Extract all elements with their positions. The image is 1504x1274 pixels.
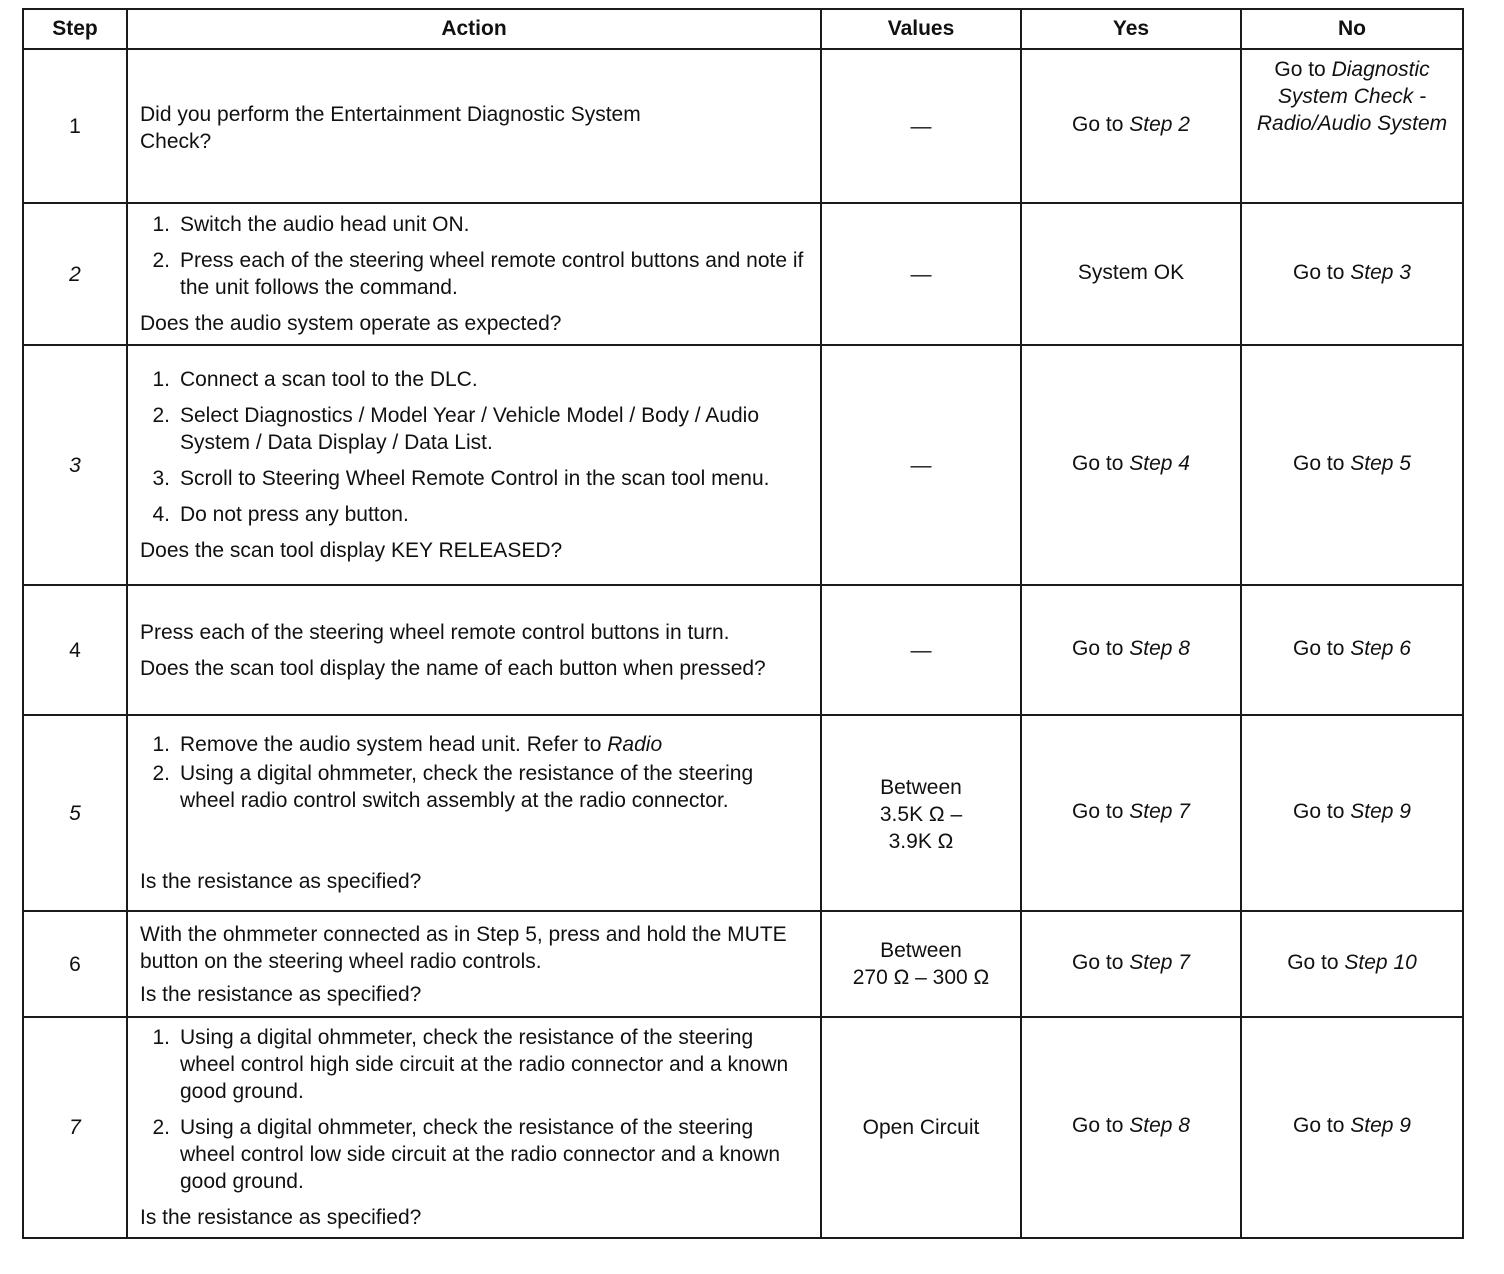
header-yes: Yes	[1021, 9, 1241, 49]
no-step-link[interactable]: Step 9	[1350, 1114, 1411, 1137]
value-cell: —	[821, 49, 1021, 203]
value-cell	[821, 715, 1021, 911]
no-prefix: Go to	[1293, 636, 1345, 660]
list-item-text: Press each of the steering wheel remote control buttons and note if the unit follows the command.	[180, 249, 804, 299]
question-text: Is the resistance as specified?	[140, 870, 422, 893]
table-row	[23, 715, 1463, 911]
action-cell	[127, 203, 821, 345]
header-step: Step	[23, 9, 127, 49]
yes-prefix: Go to	[1072, 112, 1124, 136]
table-row	[23, 49, 1463, 203]
no-cell	[1241, 1017, 1463, 1238]
yes-prefix: Go to	[1072, 950, 1124, 974]
value-cell: —	[821, 203, 1021, 345]
step-number: 3	[23, 345, 127, 585]
action-cell	[127, 585, 821, 715]
table-row	[23, 585, 1463, 715]
list-item: 2. Press each of the steering wheel remote control buttons and note if the unit follows the command.	[140, 247, 810, 301]
yes-step-link[interactable]: Step 7	[1129, 950, 1190, 974]
value-cell: Open Circuit	[821, 1017, 1021, 1238]
no-prefix: Go to	[1293, 451, 1345, 475]
step-number: 1	[23, 49, 127, 203]
yes-cell	[1021, 1017, 1241, 1238]
list-item: 3. Scroll to Steering Wheel Remote Control in the scan tool menu.	[140, 465, 810, 492]
list-item: 1. Switch the audio head unit ON.	[140, 211, 810, 238]
header-action: Action	[127, 9, 821, 49]
no-step-link[interactable]: Step 9	[1350, 799, 1411, 823]
list-item-text: Switch the audio head unit ON.	[180, 213, 470, 236]
yes-cell	[1021, 715, 1241, 911]
value-cell: —	[821, 585, 1021, 715]
list-item-text: Do not press any button.	[180, 503, 409, 526]
header-row	[23, 9, 1463, 49]
diagnostic-page	[22, 8, 1462, 1239]
diagnostic-table	[22, 8, 1464, 1239]
list-item: 1. Connect a scan tool to the DLC.	[140, 366, 810, 393]
list-item-text: Remove the audio system head unit. Refer to	[180, 733, 602, 756]
list-item: 2. Using a digital ohmmeter, check the resistance of the steering wheel radio control switch assembly at the radio connector.	[140, 760, 810, 814]
yes-prefix: Go to	[1072, 799, 1124, 823]
list-item-text: Using a digital ohmmeter, check the resistance of the steering wheel radio control switch assembly at the radio connector.	[180, 762, 754, 812]
yes-cell	[1021, 585, 1241, 715]
value-line: Between	[880, 776, 962, 799]
value-line: 3.9K Ω	[888, 830, 954, 853]
table-row	[23, 203, 1463, 345]
yes-cell	[1021, 203, 1241, 345]
action-cell	[127, 49, 821, 203]
list-item-text: Connect a scan tool to the DLC.	[180, 368, 478, 391]
header-values: Values	[821, 9, 1021, 49]
yes-cell	[1021, 345, 1241, 585]
list-item-text: Select Diagnostics / Model Year / Vehicle Model / Body / Audio System / Data Display / Data List.	[180, 404, 760, 454]
yes-step-link[interactable]: Step 8	[1129, 636, 1190, 660]
no-cell	[1241, 345, 1463, 585]
action-cell	[127, 715, 821, 911]
yes-cell	[1021, 49, 1241, 203]
list-item-text: Using a digital ohmmeter, check the resistance of the steering wheel control low side circuit at the radio connector and a known good ground.	[180, 1116, 780, 1193]
list-item-text: Scroll to Steering Wheel Remote Control in the scan tool menu.	[180, 467, 770, 490]
no-diagnostic-link[interactable]: Diagnostic System Check - Radio/Audio System	[1256, 58, 1448, 135]
action-text: Did you perform the Entertainment Diagnostic System Check?	[140, 103, 641, 153]
value-line: 270 Ω – 300 Ω	[852, 966, 990, 989]
no-prefix: Go to	[1274, 58, 1326, 81]
list-item: 2. Select Diagnostics / Model Year / Vehicle Model / Body / Audio System / Data Display / Data List.	[140, 402, 810, 456]
step-number: 6	[23, 911, 127, 1017]
no-step-link[interactable]: Step 3	[1350, 260, 1411, 284]
step-number: 4	[23, 585, 127, 715]
no-prefix: Go to	[1293, 260, 1345, 284]
yes-prefix: Go to	[1072, 636, 1124, 660]
no-step-link[interactable]: Step 10	[1344, 950, 1417, 974]
action-cell	[127, 345, 821, 585]
value-line: Between	[880, 939, 962, 962]
action-cell	[127, 1017, 821, 1238]
table-row	[23, 345, 1463, 585]
no-cell	[1241, 49, 1463, 203]
list-item: 1. Remove the audio system head unit. Refer to Radio	[152, 733, 663, 756]
no-prefix: Go to	[1293, 799, 1345, 823]
no-step-link[interactable]: Step 6	[1350, 636, 1411, 660]
yes-step-link[interactable]: Step 4	[1129, 451, 1190, 475]
yes-step-link[interactable]: Step 8	[1129, 1114, 1190, 1137]
question-text: Does the scan tool display KEY RELEASED?	[140, 539, 563, 562]
no-step-link[interactable]: Step 5	[1350, 451, 1411, 475]
step-number: 2	[23, 203, 127, 345]
question-text: Does the audio system operate as expected?	[140, 312, 562, 335]
no-cell	[1241, 203, 1463, 345]
yes-cell	[1021, 911, 1241, 1017]
action-text: Press each of the steering wheel remote control buttons in turn.	[140, 620, 730, 644]
question-text: Is the resistance as specified?	[140, 982, 422, 1006]
value-cell	[821, 911, 1021, 1017]
step-number: 5	[23, 715, 127, 911]
no-cell	[1241, 585, 1463, 715]
no-prefix: Go to	[1287, 950, 1339, 974]
table-row	[23, 1017, 1463, 1238]
question-text: Does the scan tool display the name of each button when pressed?	[140, 656, 766, 680]
action-text: With the ohmmeter connected as in Step 5, press and hold the MUTE button on the steering wheel radio controls.	[140, 922, 787, 973]
yes-result: System OK	[1077, 260, 1185, 284]
value-cell: —	[821, 345, 1021, 585]
radio-reference-link[interactable]: Radio	[607, 733, 663, 756]
no-cell	[1241, 911, 1463, 1017]
list-item: 1. Using a digital ohmmeter, check the resistance of the steering wheel control high side circuit at the radio connector and a known good ground.	[140, 1024, 810, 1105]
question-text: Is the resistance as specified?	[140, 1206, 422, 1229]
value-line: 3.5K Ω –	[879, 803, 963, 826]
list-item-text: Using a digital ohmmeter, check the resistance of the steering wheel control high side circuit at the radio connector and a known good ground.	[180, 1026, 789, 1103]
action-cell	[127, 911, 821, 1017]
yes-step-link[interactable]: Step 2	[1129, 112, 1190, 136]
no-cell	[1241, 715, 1463, 911]
table-row	[23, 911, 1463, 1017]
header-no: No	[1241, 9, 1463, 49]
step-number: 7	[23, 1017, 127, 1238]
list-item: 2. Using a digital ohmmeter, check the resistance of the steering wheel control low side circuit at the radio connector and a known good ground.	[140, 1114, 810, 1195]
list-item: 4. Do not press any button.	[140, 501, 810, 528]
yes-step-link[interactable]: Step 7	[1129, 799, 1190, 823]
no-prefix: Go to	[1293, 1114, 1345, 1137]
yes-prefix: Go to	[1072, 1114, 1124, 1137]
yes-prefix: Go to	[1072, 451, 1124, 475]
